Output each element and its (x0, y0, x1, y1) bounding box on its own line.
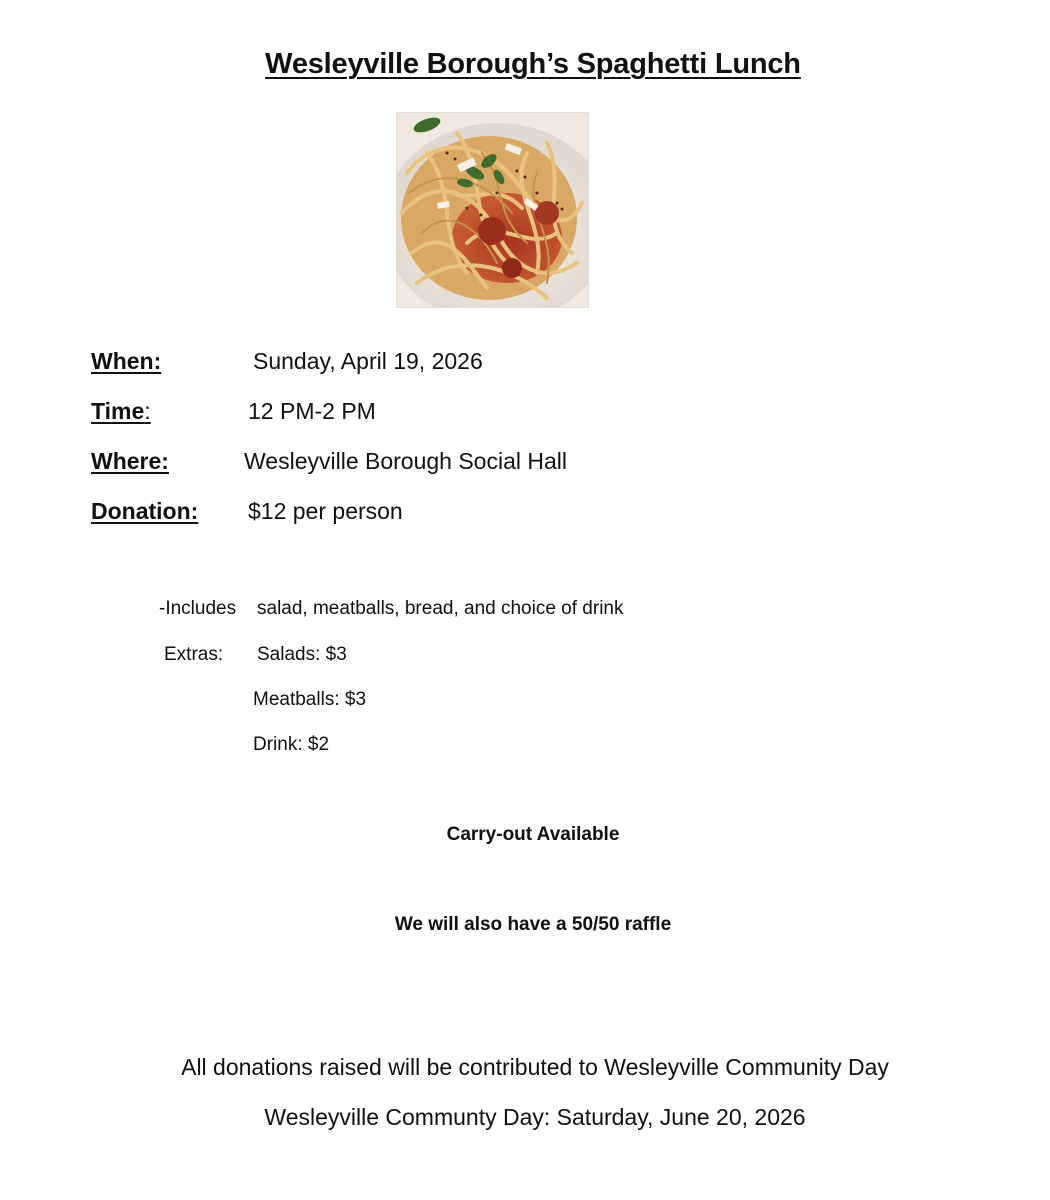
donation-value: $12 per person (248, 498, 403, 524)
donations-statement: All donations raised will be contributed to Wesleyville Community Day (181, 1054, 889, 1080)
extra-item-drink: Drink: $2 (253, 734, 330, 755)
raffle-note: We will also have a 50/50 raffle (394, 914, 672, 935)
when-label: When: (91, 348, 162, 374)
carry-out-note: Carry-out Available (446, 824, 620, 845)
time-label-text: Time (91, 398, 145, 424)
donation-label: Donation: (91, 498, 199, 524)
spaghetti-plate-photo (396, 112, 589, 308)
flyer-title: Wesleyville Borough’s Spaghetti Lunch (265, 48, 801, 80)
time-value: 12 PM-2 PM (248, 398, 376, 424)
when-value: Sunday, April 19, 2026 (253, 348, 483, 374)
includes-text: salad, meatballs, bread, and choice of drink (257, 598, 624, 619)
time-label (91, 398, 151, 425)
time-label-colon: : (144, 398, 151, 424)
community-day-date: Wesleyville Communty Day: Saturday, June 20, 2026 (264, 1104, 806, 1130)
includes-label: -Includes (159, 598, 237, 619)
extra-item-salads: Salads: $3 (257, 644, 347, 665)
where-label: Where: (91, 448, 169, 474)
extra-item-meatballs: Meatballs: $3 (253, 689, 367, 710)
where-value: Wesleyville Borough Social Hall (244, 448, 567, 474)
extras-label: Extras: (164, 644, 224, 665)
